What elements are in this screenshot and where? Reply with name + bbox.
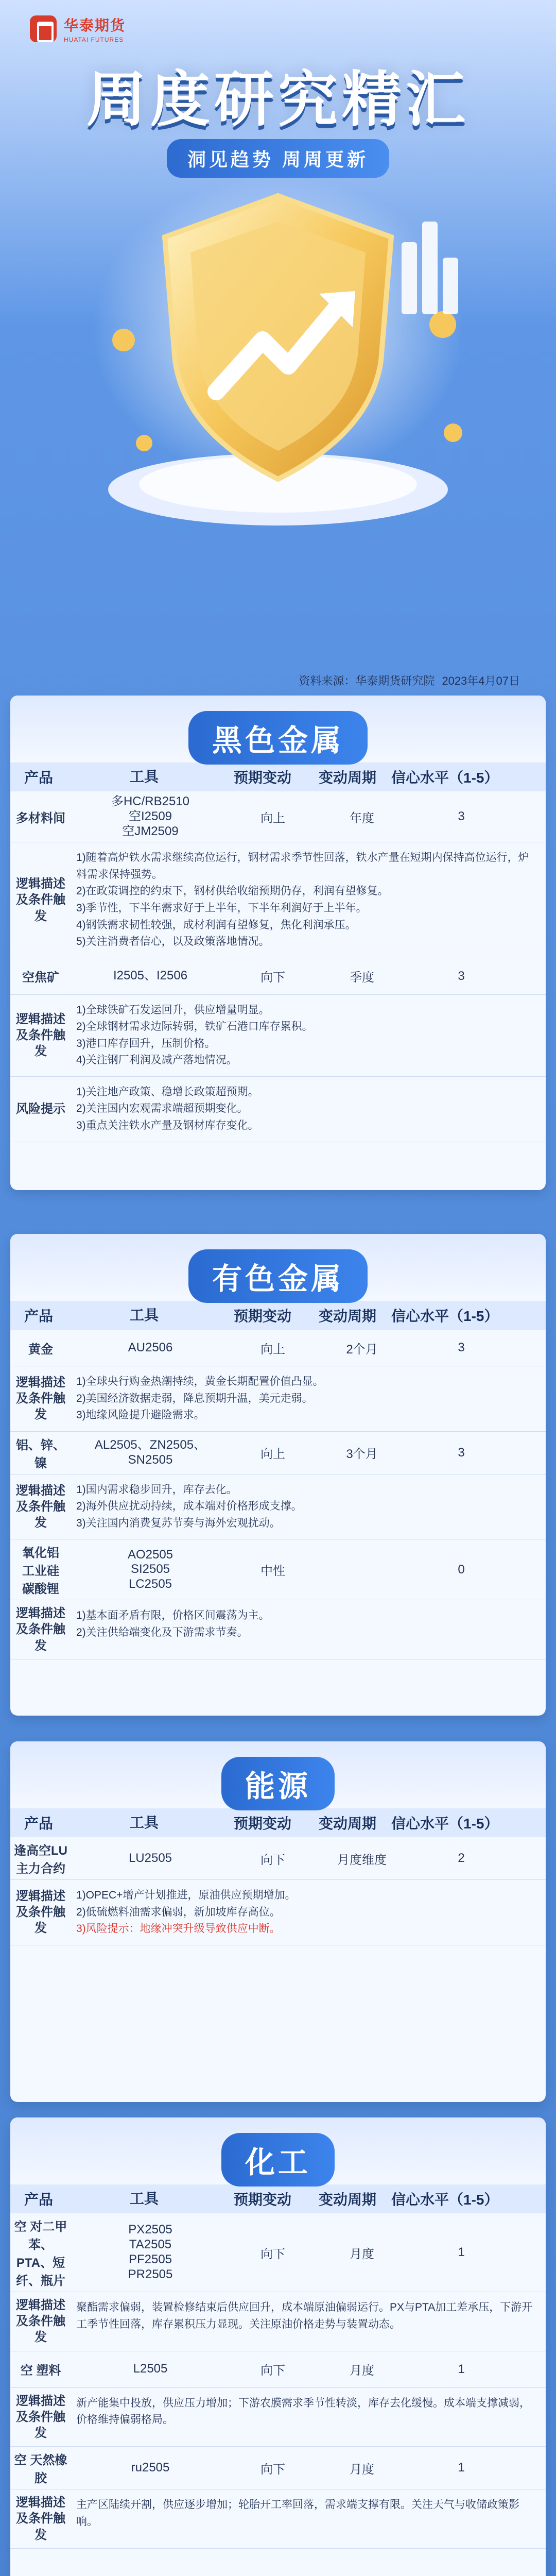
column-header: 变动周期	[318, 2192, 376, 2208]
column-header: 预期变动	[233, 770, 291, 786]
section-title: 化工	[221, 2133, 335, 2187]
brand-logo	[30, 14, 126, 43]
cycle-cell: 月度	[350, 2364, 374, 2378]
table-row	[10, 1432, 546, 1475]
logic-line: 5)关注消费者信心，以及政策落地情况。	[76, 936, 270, 948]
table-row	[10, 1837, 546, 1880]
column-header: 产品	[24, 1816, 53, 1832]
direction-cell: 向上	[260, 811, 285, 825]
column-header: 工具	[129, 769, 159, 785]
source-line	[299, 672, 520, 688]
logic-text	[71, 1880, 546, 1945]
column-header: 预期变动	[233, 1308, 291, 1324]
logic-line: 1)随着高炉铁水需求继续高位运行，钢材需求季节性回落，铁水产量在短期内保持高位运行，炉料需求保持强势。	[76, 852, 529, 880]
table-row	[10, 2351, 546, 2388]
product-cell: 空焦矿	[22, 971, 59, 985]
logic-label: 逻辑描述及条件触发	[16, 1012, 65, 1059]
product-cell: 空 天然橡胶	[14, 2453, 67, 2486]
product-cell: 黄金	[28, 1342, 53, 1357]
logic-label: 逻辑描述及条件触发	[16, 2394, 65, 2440]
logic-label: 逻辑描述及条件触发	[16, 1606, 65, 1653]
column-header: 产品	[24, 770, 53, 786]
logic-text	[71, 995, 546, 1076]
direction-cell: 向上	[260, 1342, 285, 1357]
confidence-cell: 3	[458, 1341, 465, 1354]
logic-label: 风险提示	[16, 1102, 65, 1116]
column-header: 产品	[24, 1308, 53, 1324]
section-1	[10, 1234, 546, 1716]
logic-line: 4)钢铁需求韧性较强，成材利润有望修复，焦化利润承压。	[76, 919, 356, 931]
logic-line: 2)关注供给端变化及下游需求节奏。	[76, 1626, 248, 1638]
logic-text	[71, 1600, 546, 1659]
table-row	[10, 2213, 546, 2292]
logic-row	[10, 2489, 546, 2549]
column-header: 工具	[129, 1307, 159, 1324]
confidence-cell: 3	[458, 969, 465, 983]
logic-text	[71, 2489, 546, 2548]
cycle-cell	[316, 1567, 408, 1573]
logic-line: 2)在政策调控的约束下，钢材供给收缩预期仍存，利润有望修复。	[76, 885, 389, 897]
cycle-cell: 季度	[350, 971, 374, 985]
direction-cell: 向上	[260, 1447, 285, 1462]
logic-text	[71, 842, 546, 957]
logic-row	[10, 2388, 546, 2447]
logic-text	[71, 2292, 546, 2351]
tool-cell: I2505、I2506	[113, 969, 188, 983]
product-cell: 空 塑料	[20, 2364, 61, 2378]
tool-cell: ru2505	[131, 2460, 170, 2475]
logic-row	[10, 1600, 546, 1659]
column-header: 信心水平（1-5）	[391, 1308, 499, 1324]
table-header	[10, 2184, 546, 2213]
logic-row	[10, 1077, 546, 1142]
direction-cell: 向下	[260, 971, 285, 985]
logic-line: 2)美国经济数据走弱，降息预期升温，美元走弱。	[76, 1392, 313, 1404]
logic-line: 2)低硫燃料油需求偏弱，新加坡库存高位。	[76, 1906, 281, 1918]
section-3	[10, 2117, 546, 2576]
direction-cell: 向下	[260, 2247, 285, 2261]
logic-label: 逻辑描述及条件触发	[16, 2496, 65, 2542]
column-header: 产品	[24, 2192, 53, 2208]
logic-line: 聚酯需求偏弱，装置检修结束后供应回升，成本端原油偏弱运行。PX与PTA加工差承压，下游开工季节性回落，库存累积压力显现。关注原油价格走势与装置动态。	[76, 2301, 533, 2330]
logic-row	[10, 1366, 546, 1432]
logic-line: 新产能集中投放，供应压力增加；下游农膜需求季节性转淡，库存去化缓慢。成本端支撑减弱，价格维持偏弱格局。	[76, 2397, 530, 2426]
product-cell: 多材料间	[16, 811, 65, 825]
page-title: 周度研究精汇	[86, 66, 470, 133]
tool-cell: AU2506	[128, 1340, 173, 1354]
section-header	[10, 2117, 546, 2184]
section-title: 有色金属	[188, 1249, 368, 1303]
logic-label: 逻辑描述及条件触发	[16, 2298, 65, 2345]
tool-cell: AL2505、ZN2505、SN2505	[94, 1437, 206, 1467]
column-header: 信心水平（1-5）	[391, 770, 499, 786]
direction-cell: 向下	[260, 2364, 285, 2378]
logic-line: 1)OPEC+增产计划推进，原油供应预期增加。	[76, 1889, 296, 1901]
confidence-cell: 3	[458, 1445, 465, 1460]
logic-text	[71, 1366, 546, 1431]
product-cell: 铝、锌、镍	[16, 1438, 65, 1470]
section-header	[10, 1741, 546, 1808]
logic-row	[10, 995, 546, 1077]
logic-text	[71, 1077, 546, 1142]
product-cell: 逢高空LU主力合约	[14, 1844, 67, 1876]
logic-line: 1)关注地产政策、稳增长政策超预期。	[76, 1086, 259, 1098]
confidence-cell: 0	[458, 1562, 465, 1577]
column-header: 预期变动	[233, 1816, 291, 1832]
confidence-cell: 1	[458, 2362, 465, 2376]
tool-cell: L2505	[133, 2362, 168, 2376]
column-header: 信心水平（1-5）	[391, 2192, 499, 2208]
section-header	[10, 1234, 546, 1301]
logic-line: 主产区陆续开割，供应逐步增加；轮胎开工率回落，需求端支撑有限。关注天气与收储政策影响。	[76, 2499, 519, 2528]
tool-cell: LU2505	[128, 1851, 172, 1865]
logic-text	[71, 2388, 546, 2447]
logic-line: 2)海外供应扰动持续，成本端对价格形成支撑。	[76, 1500, 302, 1513]
logic-line: 2)全球钢材需求边际转弱，铁矿石港口库存累积。	[76, 1021, 313, 1033]
table-header	[10, 1301, 546, 1330]
table-header	[10, 1808, 546, 1837]
section-2	[10, 1741, 546, 2102]
logic-row	[10, 842, 546, 958]
logic-line: 3)重点关注铁水产量及钢材库存变化。	[76, 1119, 259, 1131]
confidence-cell: 2	[458, 1851, 465, 1865]
column-header: 变动周期	[318, 1816, 376, 1832]
page-subtitle: 洞见趋势 周周更新	[167, 139, 389, 178]
section-0	[10, 696, 546, 1190]
direction-cell: 向下	[260, 2462, 285, 2477]
section-header	[10, 696, 546, 762]
confidence-cell: 1	[458, 2461, 465, 2475]
product-cell: 空 对二甲苯、PTA、短纤、瓶片	[14, 2220, 67, 2288]
direction-cell: 中性	[260, 1564, 285, 1579]
logic-row	[10, 1475, 546, 1540]
logic-line: 3)港口库存回升，压制价格。	[76, 1037, 216, 1049]
cycle-cell: 月度维度	[337, 1853, 387, 1867]
column-header: 预期变动	[233, 2192, 291, 2208]
column-header: 变动周期	[318, 1308, 376, 1324]
table-row	[10, 791, 546, 842]
table-row	[10, 1539, 546, 1600]
logic-line: 3)地缘风险提升避险需求。	[76, 1409, 205, 1421]
tool-cell: 多HC/RB2510 空I2509 空JM2509	[111, 794, 190, 838]
column-header: 变动周期	[318, 770, 376, 786]
section-title: 能源	[221, 1757, 335, 1810]
logic-line: 1)全球铁矿石发运回升，供应增量明显。	[76, 1004, 270, 1016]
table-row	[10, 958, 546, 995]
brand-name-en: HUATAI FUTURES	[64, 36, 124, 43]
cycle-cell: 2个月	[346, 1342, 378, 1357]
cycle-cell: 年度	[350, 811, 374, 825]
column-header: 信心水平（1-5）	[391, 1816, 499, 1832]
brand-icon	[30, 15, 57, 42]
logic-label: 逻辑描述及条件触发	[16, 1483, 65, 1530]
logic-line: 3)关注国内消费复苏节奏与海外宏观扰动。	[76, 1517, 281, 1529]
logic-line: 3)风险提示：地缘冲突升级导致供应中断。	[76, 1923, 281, 1935]
cycle-cell: 月度	[350, 2247, 374, 2261]
logic-row	[10, 1880, 546, 1945]
table-row	[10, 2447, 546, 2489]
cycle-cell: 3个月	[346, 1447, 378, 1462]
logic-line: 1)全球央行购金热潮持续，黄金长期配置价值凸显。	[76, 1376, 324, 1387]
logic-label: 逻辑描述及条件触发	[16, 1376, 65, 1422]
logic-line: 1)国内需求稳步回升，库存去化。	[76, 1483, 237, 1496]
logic-text	[71, 1475, 546, 1539]
logic-line: 1)基本面矛盾有限，价格区间震荡为主。	[76, 1609, 270, 1622]
column-header: 工具	[129, 1815, 159, 1831]
direction-cell: 向下	[260, 1853, 285, 1867]
product-cell: 氧化铝 工业硅 碳酸锂	[22, 1546, 59, 1597]
logic-line: 4)关注钢厂利润及减产落地情况。	[76, 1054, 237, 1066]
shield-illustration	[31, 175, 525, 536]
table-header	[10, 762, 546, 791]
logic-line: 2)关注国内宏观需求端超预期变化。	[76, 1103, 248, 1115]
source-date: 2023年4月07日	[442, 674, 520, 687]
logic-label: 逻辑描述及条件触发	[16, 877, 65, 923]
column-header: 工具	[129, 2191, 159, 2207]
source-label: 资料来源：华泰期货研究院	[299, 674, 435, 687]
tool-cell: PX2505 TA2505 PF2505 PR2505	[128, 2223, 173, 2281]
logic-line: 3)季节性，下半年需求好于上半年，下半年利润好于上半年。	[76, 902, 367, 914]
cycle-cell: 月度	[350, 2462, 374, 2477]
logic-label: 逻辑描述及条件触发	[16, 1889, 65, 1936]
confidence-cell: 1	[458, 2245, 465, 2259]
section-title: 黑色金属	[188, 711, 368, 765]
brand-name: 华泰期货	[64, 18, 126, 33]
table-row	[10, 1330, 546, 1366]
header	[0, 0, 556, 567]
confidence-cell: 3	[458, 809, 465, 824]
tool-cell: AO2505 SI2505 LC2505	[127, 1547, 173, 1591]
logic-row	[10, 2292, 546, 2351]
